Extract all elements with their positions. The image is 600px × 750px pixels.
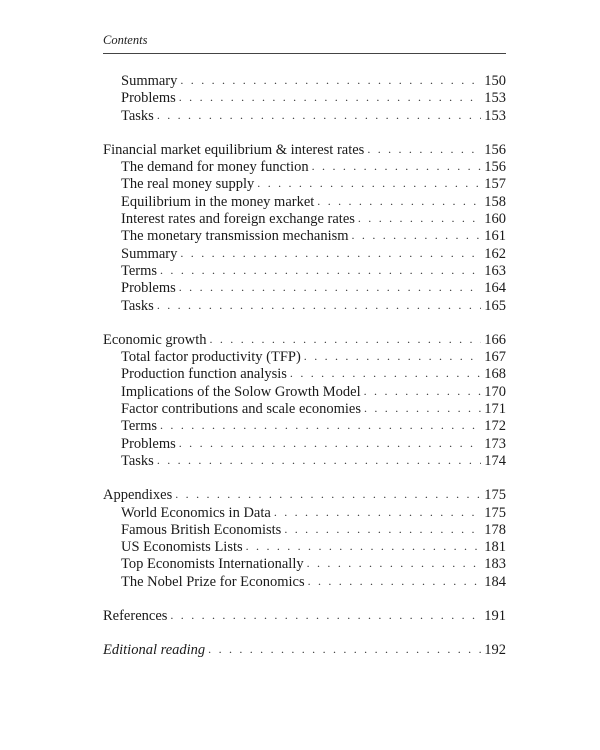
dot-leader [160, 417, 481, 434]
section-gap [103, 470, 506, 487]
dot-leader [358, 210, 481, 227]
toc-entry-label: Terms [121, 262, 158, 279]
dot-leader [175, 486, 481, 503]
toc-entry[interactable] [103, 349, 506, 366]
toc-entry-label: World Economics in Data [121, 504, 271, 521]
toc-page-number: 168 [484, 366, 506, 383]
toc-entry-label: Problems [121, 280, 176, 297]
toc-page-number: 173 [484, 435, 506, 452]
toc-page-number: 192 [484, 642, 506, 659]
dot-leader [160, 262, 481, 279]
toc-entry[interactable] [103, 366, 506, 383]
toc-chapter[interactable] [103, 332, 506, 349]
toc-entry-label: Interest rates and foreign exchange rates [121, 211, 355, 228]
toc-page-number: 161 [484, 228, 506, 245]
toc-page-number: 171 [484, 401, 506, 418]
dot-leader [157, 452, 481, 469]
toc-page-number: 157 [484, 176, 506, 193]
toc-additional-reading[interactable] [103, 642, 506, 659]
toc-page-number: 160 [484, 211, 506, 228]
toc-entry-label: The Nobel Prize for Economics [121, 573, 305, 590]
toc-page-number: 153 [484, 90, 506, 107]
toc-page-number: 150 [484, 73, 506, 89]
toc-entry-label: Summary [121, 73, 178, 89]
toc-entry-label: The demand for money function [121, 159, 309, 176]
dot-leader [180, 245, 481, 262]
toc-entry-label: Tasks [121, 107, 154, 124]
toc-page-number: 175 [484, 487, 506, 504]
toc-entry[interactable] [103, 539, 506, 556]
dot-leader [170, 607, 481, 624]
dot-leader [290, 365, 481, 382]
toc-entry-label: Total factor productivity (TFP) [121, 349, 301, 366]
dot-leader [304, 348, 481, 365]
dot-leader [179, 435, 481, 452]
dot-leader [257, 175, 481, 192]
toc-chapter-label: References [103, 608, 168, 625]
header-rule [103, 53, 506, 54]
dot-leader [284, 521, 481, 538]
dot-leader [157, 297, 481, 314]
toc-page-number: 172 [484, 418, 506, 435]
dot-leader [210, 331, 482, 348]
toc-entry[interactable] [103, 73, 506, 90]
toc-entry-label: US Economists Lists [121, 539, 243, 556]
toc-entry-label: Tasks [121, 297, 154, 314]
toc-page-number: 165 [484, 297, 506, 314]
dot-leader [274, 504, 481, 521]
dot-leader [352, 227, 482, 244]
toc-page-number: 164 [484, 280, 506, 297]
dot-leader [208, 641, 481, 658]
dot-leader [307, 555, 482, 572]
toc-chapter[interactable] [103, 142, 506, 159]
section-gap [103, 625, 506, 642]
toc-entry[interactable] [103, 211, 506, 228]
dot-leader [246, 538, 482, 555]
toc-entry[interactable] [103, 401, 506, 418]
toc-entry[interactable] [103, 522, 506, 539]
toc-entry-label: Equilibrium in the money market [121, 193, 315, 210]
dot-leader [364, 400, 481, 417]
toc-entry-label: The real money supply [121, 176, 255, 193]
toc-entry[interactable] [103, 384, 506, 401]
dot-leader [312, 158, 482, 175]
dot-leader [179, 279, 481, 296]
dot-leader [308, 573, 482, 590]
toc-chapter-label: Economic growth [103, 331, 207, 348]
dot-leader [364, 383, 482, 400]
toc-entry[interactable] [103, 453, 506, 470]
dot-leader [317, 193, 481, 210]
toc-page-number: 184 [484, 573, 506, 590]
toc-page-number: 156 [484, 141, 506, 158]
toc-page-number: 181 [484, 539, 506, 556]
toc-page-number: 153 [484, 107, 506, 124]
toc-page-number: 191 [484, 608, 506, 625]
toc-page-number: 175 [484, 504, 506, 521]
dot-leader [157, 107, 481, 124]
running-head: Contents [103, 33, 148, 47]
toc-page-number: 174 [484, 452, 506, 469]
toc-entry[interactable] [103, 90, 506, 107]
toc-entry[interactable] [103, 108, 506, 125]
toc-entry-label: Production function analysis [121, 366, 287, 383]
toc-page-number: 156 [484, 159, 506, 176]
section-gap [103, 125, 506, 142]
toc-entry[interactable] [103, 263, 506, 280]
toc-page-number: 167 [484, 349, 506, 366]
toc-chapter-label: Editional reading [103, 642, 206, 659]
toc-entry-label: Terms [121, 418, 158, 435]
dot-leader [180, 72, 481, 89]
section-gap [103, 315, 506, 332]
toc-entry-label: Problems [121, 90, 176, 107]
toc-entry[interactable] [103, 505, 506, 522]
toc-entry[interactable] [103, 194, 506, 211]
toc-entry[interactable] [103, 298, 506, 315]
toc-entry[interactable] [103, 176, 506, 193]
toc-entry[interactable] [103, 418, 506, 435]
section-gap [103, 591, 506, 608]
toc-entry[interactable] [103, 280, 506, 297]
toc-page-number: 170 [484, 383, 506, 400]
toc-entry[interactable] [103, 436, 506, 453]
toc-page-number: 166 [484, 331, 506, 348]
toc-entry[interactable] [103, 246, 506, 263]
toc-entry-label: The monetary transmission mechanism [121, 228, 349, 245]
table-of-contents [103, 73, 506, 660]
toc-entry-label: Implications of the Solow Growth Model [121, 383, 361, 400]
toc-entry[interactable] [103, 556, 506, 573]
toc-page-number: 158 [484, 193, 506, 210]
toc-entry-label: Top Economists Internationally [121, 556, 304, 573]
toc-page-number: 163 [484, 262, 506, 279]
dot-leader [367, 141, 481, 158]
toc-entry[interactable] [103, 228, 506, 245]
toc-chapter-label: Appendixes [103, 487, 173, 504]
toc-entry[interactable] [103, 574, 506, 591]
toc-entry-label: Tasks [121, 452, 154, 469]
toc-entry-label: Problems [121, 435, 176, 452]
dot-leader [179, 89, 481, 106]
toc-entry[interactable] [103, 159, 506, 176]
toc-entry-label: Famous British Economists [121, 521, 282, 538]
toc-page-number: 178 [484, 521, 506, 538]
toc-page-number: 183 [484, 556, 506, 573]
toc-page-number: 162 [484, 245, 506, 262]
toc-references[interactable] [103, 608, 506, 625]
toc-entry-label: Factor contributions and scale economies [121, 401, 361, 418]
toc-chapter[interactable] [103, 487, 506, 504]
toc-chapter-label: Financial market equilibrium & interest rates [103, 141, 365, 158]
toc-entry-label: Summary [121, 245, 178, 262]
